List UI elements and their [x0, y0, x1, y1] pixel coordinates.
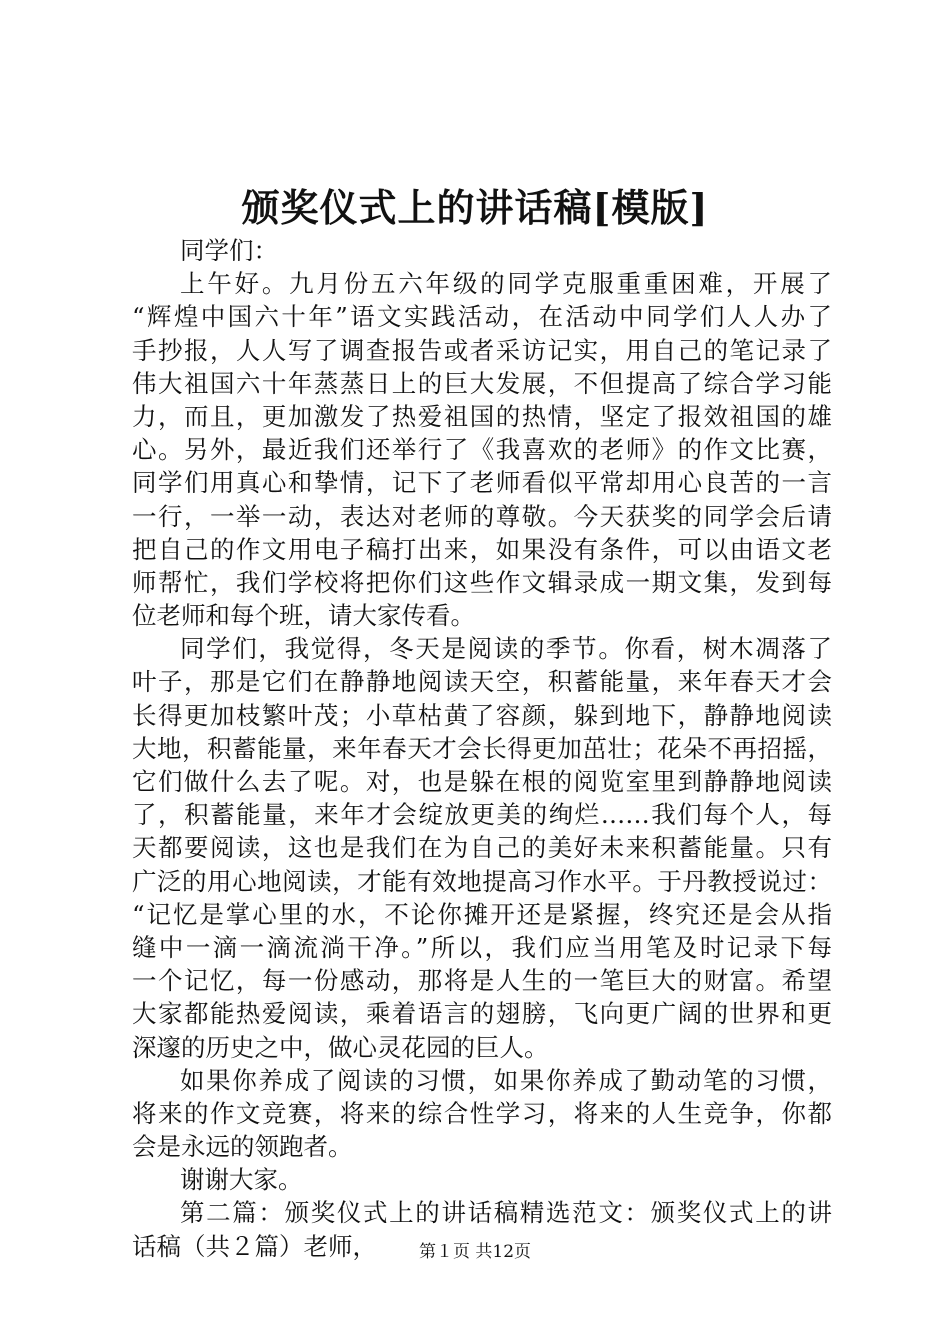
- text-line: 力，而且，更加激发了热爱祖国的热情，坚定了报效祖国的雄: [132, 401, 832, 431]
- text-line: 天都要阅读，这也是我们在为自己的美好未来积蓄能量。只有: [132, 833, 832, 863]
- page-title: 颁奖仪式上的讲话稿[模版]: [241, 185, 709, 230]
- text-line: 会是永远的领跑者。: [132, 1132, 353, 1162]
- text-line: 谢谢大家。: [180, 1165, 303, 1195]
- text-line: 同学们：: [180, 236, 278, 265]
- text-line: 同学们，我觉得，冬天是阅读的季节。你看，树木凋落了: [180, 634, 832, 664]
- text-line: 大家都能热爱阅读，乘着语言的翅膀，飞向更广阔的世界和更: [132, 999, 832, 1029]
- text-line: 师帮忙，我们学校将把你们这些作文辑录成一期文集，发到每: [132, 567, 832, 597]
- text-line: 缝中一滴一滴流淌干净。”所以，我们应当用笔及时记录下每: [132, 932, 832, 962]
- text-line: 如果你养成了阅读的习惯，如果你养成了勤动笔的习惯，: [180, 1065, 832, 1095]
- text-line: 一个记忆，每一份感动，那将是人生的一笔巨大的财富。希望: [132, 966, 832, 996]
- text-line: “辉煌中国六十年”语文实践活动，在活动中同学们人人办了: [132, 302, 832, 332]
- text-line: 第二篇：颁奖仪式上的讲话稿精选范文：颁奖仪式上的讲: [180, 1198, 832, 1228]
- text-line: 它们做什么去了呢。对，也是躲在根的阅览室里到静静地阅读: [132, 767, 832, 796]
- text-line: “记忆是掌心里的水，不论你摊开还是紧握，终究还是会从指: [132, 899, 832, 929]
- text-line: 一行，一举一动，表达对老师的尊敬。今天获奖的同学会后请: [132, 501, 832, 531]
- text-line: 手抄报，人人写了调查报告或者采访记实，用自己的笔记录了: [132, 335, 832, 365]
- text-line: 长得更加枝繁叶茂；小草枯黄了容颜，躲到地下，静静地阅读: [132, 700, 832, 730]
- text-line: 位老师和每个班，请大家传看。: [132, 601, 475, 631]
- text-line: 将来的作文竞赛，将来的综合性学习，将来的人生竞争，你都: [132, 1098, 832, 1128]
- text-line: 心。另外，最近我们还举行了《我喜欢的老师》的作文比赛，: [132, 435, 832, 465]
- text-line: 广泛的用心地阅读，才能有效地提高习作水平。于丹教授说过：: [132, 866, 832, 896]
- text-line: 了，积蓄能量，来年才会绽放更美的绚烂……我们每个人，每: [132, 800, 832, 830]
- text-line: 叶子，那是它们在静静地阅读天空，积蓄能量，来年春天才会: [132, 667, 832, 697]
- document-body: [132, 234, 832, 1263]
- text-line: 话稿（共２篇）老师，: [132, 1231, 377, 1261]
- text-line: 把自己的作文用电子稿打出来，如果没有条件，可以由语文老: [132, 534, 832, 564]
- text-line: 伟大祖国六十年蒸蒸日上的巨大发展，不但提高了综合学习能: [132, 368, 832, 398]
- text-line: 上午好。九月份五六年级的同学克服重重困难，开展了: [180, 269, 832, 299]
- page-footer: 第１页 共12页: [418, 1242, 532, 1262]
- text-line: 深邃的历史之中，做心灵花园的巨人。: [132, 1032, 549, 1062]
- text-line: 同学们用真心和挚情，记下了老师看似平常却用心良苦的一言: [132, 468, 832, 498]
- text-line: 大地，积蓄能量，来年春天才会长得更加茁壮；花朵不再招摇，: [132, 733, 832, 763]
